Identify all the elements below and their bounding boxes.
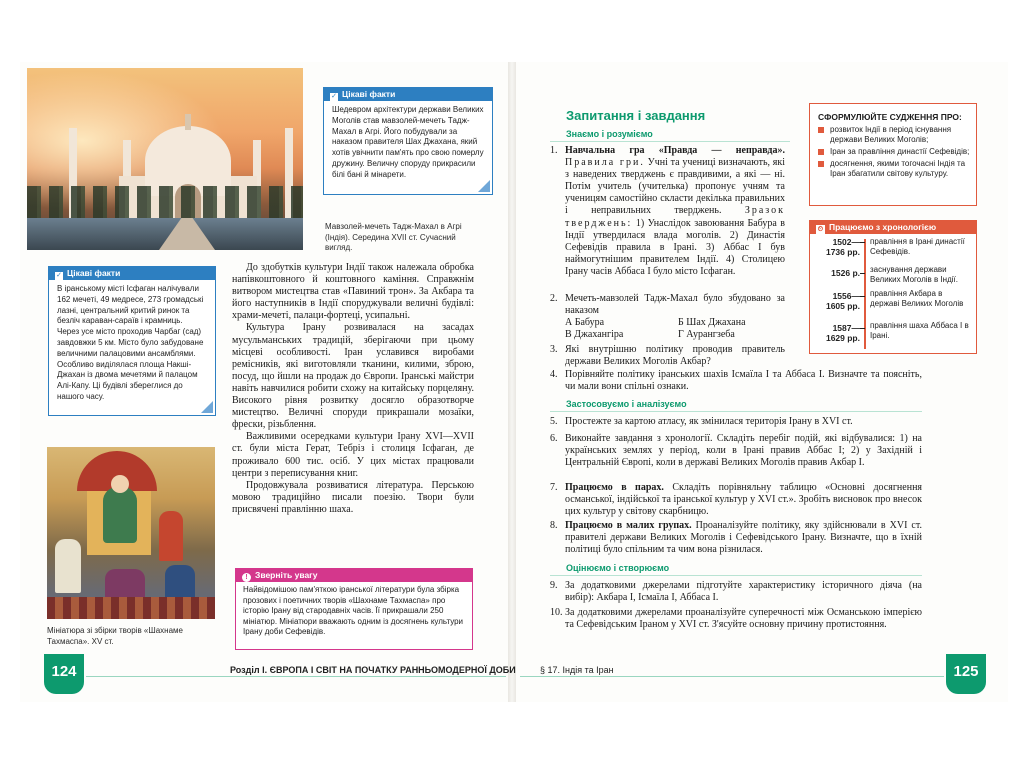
bullet-square-icon <box>818 161 824 167</box>
paragraph: Культура Ірану розвивалася на засадах мусульманських традицій, зберігаючи при цьому місцеві особливості. Іран уславився виробами ремісників, які виготовляли тканини, килими, зброю, посуд, що йшли на продаж до Європи. Іранські майстри навіть навчилися робити схожу на китайську порцеляну. Високого рівня розвитку досягло образотворче мистецтво. Величні споруди прикрашали мозаїки, фрески, різьблення. <box>232 322 474 431</box>
corner-decoration-icon <box>201 401 213 413</box>
question-text: Проаналізуйте політику, яку здійснювали в XVI ст. правителі держави Великих Моголів і Сефевідського Ірану. Визначте, що в їхній політиці було спільним та чим вона різнилася. <box>565 520 922 556</box>
taj-mahal-photo <box>27 68 303 250</box>
judgment-item <box>818 147 970 157</box>
chronology-date: 1526 р. <box>831 268 860 278</box>
footer-divider <box>86 676 506 677</box>
fact-box-taj-mahal <box>323 87 493 195</box>
chronology-tick <box>860 273 865 274</box>
option-c: В Джахангіра <box>565 329 624 341</box>
fact-box-title: Цікаві факти <box>342 89 396 99</box>
paragraph: До здобутків культури Індії також належала обробка напівкоштовного й коштовного каміння. Справжнім витвором мистецтва став «Павиний трон». За Акбара та його наступників в Індії споруджували величні будівлі: храми-мечеті, палаци-фортеці, усипальні. <box>232 262 474 322</box>
paragraph: Важливими осередками культури Ірану XVI—XVII ст. були міста Герат, Тебріз і столиця Ісфаган, де проживало 600 тис. осіб. У цих містах працювали центри з переписування книг. <box>232 431 474 479</box>
question-number: 10. <box>550 607 563 618</box>
chronology-text: правління в Ірані династії Сефевідів. <box>870 237 965 256</box>
main-text <box>232 262 474 516</box>
section-divider <box>550 575 922 576</box>
question-number: 9. <box>550 580 558 591</box>
attention-title: Зверніть увагу <box>255 570 318 580</box>
question-number: 5. <box>550 416 558 427</box>
fact-box-text: Шедевром архітектури держави Великих Моголів став мавзолей-мечеть Тадж-Махал в Агрі. Його побудували за наказом правителя Шах Джахана, який хотів увічнити пам'ять про свою померлу дружину. Величну споруду прикрасили білі бані й мінарети. <box>332 105 484 179</box>
page-gutter <box>508 62 516 702</box>
check-icon: ✓ <box>56 272 62 279</box>
sample-text: 1) Унаслідок завоювання Бабура в Індії утвердилася влада моголів. 2) Династія Сефевідів правила в Ірані. 3) Аббас І був наймогутнішим правителем Індії. 4) Столицею Ірану часів Аббаса І було місто Ісфаган. <box>565 217 786 277</box>
question-bold: Працюємо в парах. <box>565 482 664 493</box>
page-number-left: 124 <box>44 654 84 694</box>
footer-divider <box>520 676 944 677</box>
question-number: 1. <box>550 145 558 156</box>
section-apply: Застосовуємо і аналізуємо <box>566 399 687 409</box>
chronology-header <box>810 221 976 234</box>
chronology-box <box>809 220 977 354</box>
judgment-box <box>809 103 977 206</box>
question-7 <box>550 482 922 518</box>
chronology-title: Працюємо з хронологією <box>829 222 937 232</box>
option-a: А Бабура <box>565 317 605 329</box>
fact-box-title: Цікаві факти <box>67 268 121 278</box>
question-8 <box>550 520 922 556</box>
judgment-item-text: досягнення, якими тогочасні Індія та Іран збагатили світову культуру. <box>830 159 966 178</box>
attention-text: Найвідомішою пам'яткою іранської літератури була збірка прозових і поетичних творів «Шахнаме Тахмаспа» про історію Ірану від стародавніх часів. Її прикрашали 250 мініатюр. Мініатюри вважають одним із досягнень культури Ірану доби Сефевідів. <box>243 585 464 636</box>
question-text: Простежте за картою атласу, як змінилася територія Ірану в XVI ст. <box>565 416 853 427</box>
exclamation-icon: ! <box>242 573 251 582</box>
question-text: Мечеть-мавзолей Тадж-Махал було збудовано за наказом <box>565 293 785 317</box>
attention-header <box>236 569 472 582</box>
option-d: Г Аурангзеба <box>678 329 735 341</box>
chronology-date: 1502— 1736 рр. <box>825 237 860 257</box>
question-number: 3. <box>550 344 558 355</box>
question-text: Порівняйте політику іранських шахів Ісмаїла І та Аббаса І. Визначте та поясніть, чи мали вони спільні ознаки. <box>565 369 922 393</box>
paragraph: Продовжувала розвиватися література. Перською мовою традиційно писали поезію. Твори були присвячені правлінню шаха. <box>232 479 474 515</box>
chronology-date: 1587— 1629 рр. <box>825 323 860 343</box>
miniature-caption: Мініатюра зі збірки творів «Шахнаме Тахмаспа». XV ст. <box>47 626 183 646</box>
question-number: 6. <box>550 433 558 444</box>
bullet-square-icon <box>818 127 824 133</box>
chronology-tick <box>860 242 865 243</box>
sample-label: Зразок тверджень: <box>565 205 786 229</box>
judgment-item <box>818 125 970 145</box>
attention-box <box>235 568 473 650</box>
chronology-text: заснування держави Великих Моголів в Індії. <box>870 265 958 284</box>
check-icon: ✓ <box>331 93 337 100</box>
question-4 <box>550 369 922 393</box>
question-number: 8. <box>550 520 558 531</box>
footer-chapter: Розділ І. ЄВРОПА І СВІТ НА ПОЧАТКУ РАННЬОМОДЕРНОЇ ДОБИ <box>230 665 516 675</box>
chronology-text: правління шаха Аббаса І в Ірані. <box>870 321 969 340</box>
question-5 <box>550 416 922 428</box>
shahnameh-miniature <box>47 447 215 619</box>
question-bold: Працюємо в малих групах. <box>565 520 692 531</box>
section-divider <box>550 141 790 142</box>
option-b: Б Шах Джахана <box>678 317 746 329</box>
question-number: 7. <box>550 482 558 493</box>
rules-text: Учні та учениці визначають, які з наведених тверджень є правдивими, а які — ні. Потім учитель (учителька) пропонує учням та ученицям самостійно скласти декілька правильних і неправильних тверджень. <box>565 157 786 217</box>
chronology-text: правління Акбара в державі Великих Моголів <box>870 289 964 308</box>
question-1 <box>550 145 785 278</box>
question-10 <box>550 607 922 631</box>
question-3 <box>550 344 785 368</box>
chronology-tick <box>860 296 865 297</box>
section-divider <box>550 411 922 412</box>
bullet-square-icon <box>818 149 824 155</box>
question-text: За додатковими джерелами підготуйте характеристику історичного діяча (на вибір): Акбара І, Ісмаїла І, Аббаса І. <box>565 580 922 604</box>
section-evaluate: Оцінюємо і створюємо <box>566 563 670 573</box>
rules-label: Правила гри. <box>565 157 645 169</box>
judgment-item-text: Іран за правління династії Сефевідів; <box>830 147 970 156</box>
chronology-date: 1556— 1605 рр. <box>825 291 860 311</box>
footer-section: § 17. Індія та Іран <box>540 665 614 675</box>
fact-box-header <box>324 88 492 101</box>
question-6 <box>550 433 922 469</box>
question-text: Виконайте завдання з хронології. Складіть перебіг подій, які відбувалися: 1) на українських землях у період, коли в Ірані правив Аббас І; 2) у Західній і Центральній Європі, коли в державі Великих Моголів правив Акбар І. <box>565 433 922 469</box>
question-text: Які внутрішню політику проводив правитель держави Великих Моголів Акбар? <box>565 344 785 368</box>
photo-caption: Мавзолей-мечеть Тадж-Махал в Агрі (Індія). Середина XVII ст. Сучасний вигляд. <box>325 222 462 252</box>
question-text: Складіть порівняльну таблицю «Основні досягнення османської, індійської та іранської культур у XVI ст.». Зробіть висновок про внесок цих культур у світову скарбницю. <box>565 482 923 518</box>
question-number: 4. <box>550 369 558 380</box>
question-9 <box>550 580 922 604</box>
question-number: 2. <box>550 293 558 304</box>
judgment-item <box>818 159 970 179</box>
chronology-axis <box>864 239 866 349</box>
question-2 <box>550 293 785 341</box>
question-text: За додатковими джерелами проаналізуйте суперечності між Османською імперією та Сефевідським Іраном у XVI ст. З'ясуйте основну причину протистояння. <box>565 607 922 631</box>
fact-box-text: В іранському місті Ісфаган налічували 162 мечеті, 49 медресе, 273 громадські лазні, центральний критий ринок та безліч караван-сараїв і крамниць. Через усе місто проходив Чарбаг (сад) завдовжки 5 км. Місто було забудоване величними палацовими ансамблями. Особливо виділялася площа Накші-Джахан із двома мечетями й палацом Алі-Капу. Ці будівлі збереглися до нашого часу. <box>57 284 204 401</box>
judgment-item-text: розвиток Індії в період існування держави Великих Моголів; <box>830 125 952 144</box>
questions-title: Запитання і завдання <box>566 108 706 123</box>
clock-icon: ⏲ <box>817 226 824 233</box>
judgment-title: СФОРМУЛЮЙТЕ СУДЖЕННЯ ПРО: <box>818 112 962 122</box>
chronology-tick <box>860 328 865 329</box>
page-number-right: 125 <box>946 654 986 694</box>
section-know: Знаємо і розуміємо <box>566 129 653 139</box>
fact-box-isfahan <box>48 266 216 416</box>
question-bold: Навчальна гра «Правда — неправда». <box>565 145 785 156</box>
corner-decoration-icon <box>478 180 490 192</box>
fact-box-header <box>49 267 215 280</box>
